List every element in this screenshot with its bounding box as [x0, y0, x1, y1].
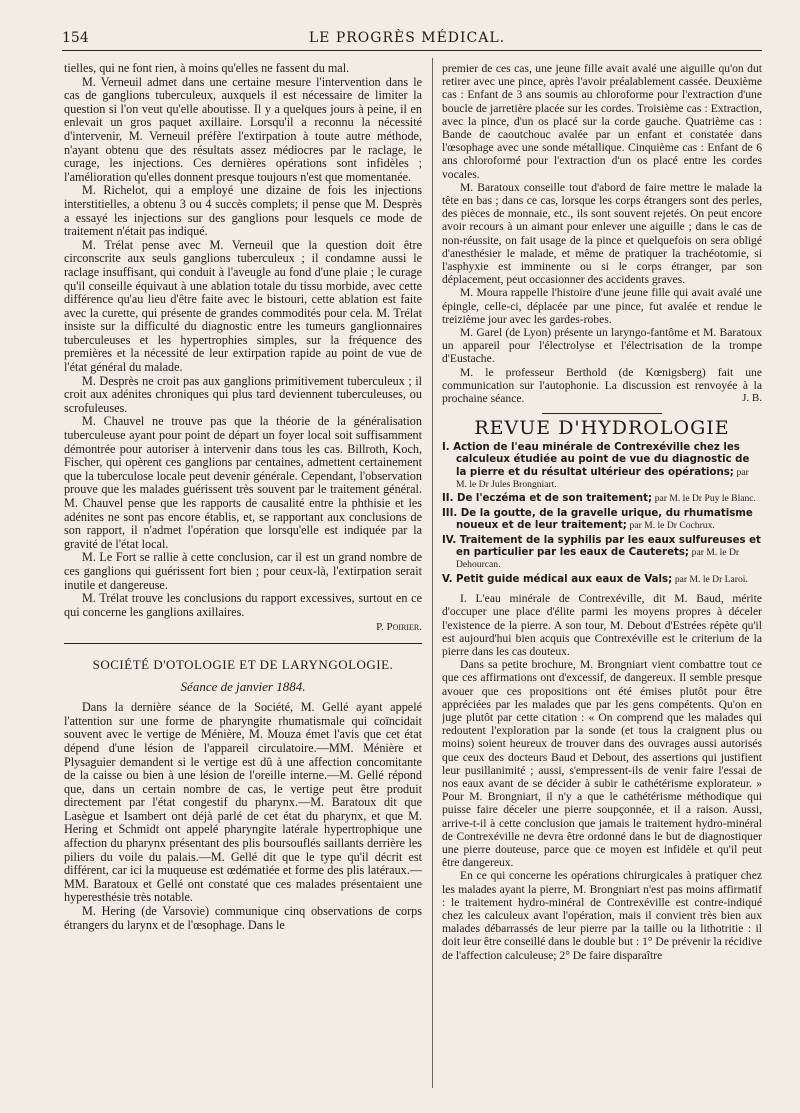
right-paragraph-berthold: M. le professeur Berthold (de Kœnigsberg) fait une communication sur l'autophonie. La discussion est renvoyée à la prochaine séance.	[442, 365, 762, 406]
toc-title: De l'eczéma et de son traitement;	[457, 493, 653, 505]
left-paragraph-chauvel: M. Chauvel ne trouve pas que la théorie de la généralisation tuberculeuse ayant pour point de départ un foyer local soit suffisamment démontrée pour autoriser à intervenir dans tous les cas. Billroth, Koch, Fischer, qui opèrent ces ganglions par centaines, admettent certainement que la tuberculose locale peut devenir générale. Cependant, l'observation prouve que les malades guérissent très souvent par le traitement général. M. Chauvel pense que les rapports de causalité entre la phthisie et les adénites ne sont pas encore établis, et, se rapportant aux conclusions de son rapport, il n'admet l'opération que lorsqu'elle est indiquée par la gravité de l'état local.	[64, 414, 422, 551]
right-paragraph-contrexeville: I. L'eau minérale de Contrexéville, dit M. Baud, mérite d'occuper une place d'élite parmi les moyens propres à déceler l'existence de la pierre. A son tour, M. Debout d'Estrées répète qu'il est aujourd'hui bien acquis que Contrexéville est le criterium de la pierre dans les cas douteux.	[442, 592, 762, 658]
running-head	[62, 30, 752, 48]
left-column	[64, 62, 422, 1092]
section-rule	[64, 643, 422, 644]
left-paragraph-hering: M. Hering (de Varsovie) communique cinq observations de corps étrangers du larynx et de l'œsophage. Dans le	[64, 904, 422, 932]
journal-title: LE PROGRÈS MÉDICAL.	[308, 30, 506, 46]
right-paragraph-brongniart: Dans sa petite brochure, M. Brongniart vient combattre tout ce que ces affirmations ont d'excessif, de dangereux. Il semble presque avouer que ces propositions ont été émises plutôt pour être appréciées par les malades que par les gens compétents. Qu'on en juge plutôt par cette citation : « On comprend que les malades qui redoutent l'exploration par la sonde (et tous la craignent plus ou moins) soient heureux de trouver dans des ouvrages aussi autorisés que ceux des docteurs Baud et Debout, des assertions qui justifient leur pusillanimité ; aussi, s'empressent-ils de venir faire l'essai de nos eaux avant de se décider à subir le cathétérisme explorateur. » Pour M. Brongniart, il n'y a que le cathétérisme méthodique qui puisse faire déceler une pierre soupçonnée, et il a raison. Aussi, arrive-t-il à cette conclusion que jamais le traitement hydro-minéral de Contrexéville ne devra être ordonné dans le but de diagnostiquer une pierre douteuse, parce que ce moyen est infidèle et qu'il peut être dangereux.	[442, 658, 762, 870]
signature-poirier: P. Poirier.	[376, 621, 422, 634]
toc-title: Action de l'eau minérale de Contrexéville chez les calculeux étudiée au point de vue du diagnostic de la pierre et du résultat ultérieur des opérations;	[453, 441, 750, 478]
left-paragraph-gelle: Dans la dernière séance de la Société, M. Gellé ayant appelé l'attention sur une forme de pharyngite rhumatismale qui coïncidait souvent avec le vertige de Ménière, M. Mouza émet l'avis que cet état dépend d'une lésion de l'appareil circulatoire.—MM. Ménière et Plysaguier demandent si le vertige est dû à une affection concomitante de la caisse ou bien à une lésion de l'oreille interne.—M. Gellé répond que, dans un certain nombre de cas, le vertige peut être produit directement par l'état congestif du pharynx.—M. Baratoux dit que Lasègue et Isambert ont déjà parlé de cet état du pharynx, et que M. Hering et Schmidt ont appelé pharyngite latérale hypertrophique une affection du pharynx présentant des plis boursouflés saillants derrière les piliers du voile du palais.—M. Gellé dit que le type qu'il décrit est différent, car ici la muqueuse est œdématiée et forme des plis latéraux.—MM. Baratoux et Gellé ont constaté que ces malades présentaient une hyperesthésie très notable.	[64, 700, 422, 905]
left-paragraph-lefort: M. Le Fort se rallie à cette conclusion, car il est un grand nombre de ces ganglions qui guérissent fort bien ; pour ceux-là, l'extirpation serait inutile et dangereuse.	[64, 550, 422, 592]
short-rule	[542, 413, 662, 414]
left-paragraph-trelat: M. Trélat pense avec M. Verneuil que la question doit être circonscrite aux seuls ganglions tuberculeux ; il condamne aussi le raclage insuffisant, qui conduit à l'aveugle au fond d'une plaie ; le curage qu'il conseille équivaut à une ablation totale du tissu morbide, avec cette différence qu'au lieu d'être faite avec le bistouri, cette ablation est faite avec la curette, qui présente de grandes commodités pour cela. M. Trélat insiste sur la difficulté du diagnostic entre les tumeurs ganglionnaires tuberculeuses et les hypertrophies simples, sur la fréquence des premières et la nécessité de leur extirpation rapide au point de vue de l'état général du malade.	[64, 237, 422, 375]
right-paragraph-operations: En ce qui concerne les opérations chirurgicales à pratiquer chez les malades ayant la pierre, M. Brongniart n'est pas moins affirmatif : le traitement hydro-minéral de Contrexéville est contre-indiqué chez les calculeux avant l'opération, mais il convient très bien aux malades débarrassés de leur pierre par la taille ou la lithotritie : il doit leur être conseillé dans le double but : 1° De prévenir la récidive de l'affection calculeuse; 2° De faire disparaître	[442, 869, 762, 962]
toc-item	[442, 535, 762, 572]
toc-author: par M. le Dr Laroi.	[674, 573, 748, 585]
session-title: Séance de janvier 1884.	[180, 678, 306, 694]
right-paragraph-baratoux: M. Baratoux conseille tout d'abord de faire mettre le malade la tête en bas ; dans ce cas, lorsque les corps étrangers sont des perles, des pièces de monnaie, etc., ils sont souvent rejetés. On peut encore avoir recours à un aimant pour enlever une aiguille ; dans le cas de non-réussite, on fait usage de la pince et quelquefois on sera obligé d'anesthésier le malade, et même de pratiquer la trachéotomie, si l'asphyxie est imminente ou si le corps étranger, par son déplacement, peut occasionner des accidents graves.	[442, 180, 762, 287]
toc-num: I.	[442, 441, 450, 453]
page-number: 154	[62, 30, 89, 46]
toc-author: par M. le Dr Cochrux.	[629, 520, 715, 532]
left-paragraph-richelot: M. Richelot, qui a employé une dizaine de fois les injections interstitielles, a obtenu 3 ou 4 succès complets; il pense que M. Desprès a essayé les injections sur des ganglions pour lesquels ce mode de traitement n'était pas indiqué.	[64, 183, 422, 239]
toc-title: Traitement de la syphilis par les eaux sulfureuses et en particulier par les eaux de Cauterets;	[456, 534, 761, 558]
toc-author: par M. le Dr Dehourcan.	[456, 546, 740, 571]
toc-num: IV.	[442, 534, 457, 546]
toc-title: Petit guide médical aux eaux de Vals;	[456, 573, 673, 585]
society-title: SOCIÉTÉ D'OTOLOGIE ET DE LARYNGOLOGIE.	[92, 656, 394, 672]
header-rule	[62, 50, 762, 51]
toc-author: par M. le Dr Jules Brongniart.	[456, 466, 749, 490]
toc-item	[442, 493, 762, 505]
left-paragraph-despres: M. Desprès ne croit pas aux ganglions primitivement tuberculeux ; il croit aux adénites chroniques qui plus tard deviennent tuberculeuses, ou scrofuleuses.	[64, 373, 422, 415]
left-paragraph-verneuil: M. Verneuil admet dans une certaine mesure l'intervention dans le cas de ganglions tuberculeux, auxquels il est nécessaire de limiter la question si l'on veut qu'elle aboutisse. Il y a quelques jours à peine, il en enlevait un gros paquet axillaire. Lorsqu'il a reconnu la nécessité d'intervenir, M. Verneuil préfère l'extirpation à toute autre méthode, n'ayant obtenu que des résultats assez médiocres par le raclage, le curage, les injections. Ces dernières opérations sont infidèles ; l'amélioration qu'elles donnent presque toujours n'est que momentanée.	[64, 74, 422, 184]
right-paragraph-moura: M. Moura rappelle l'histoire d'une jeune fille qui avait avalé une épingle, celle-ci, déplacée par une pince, fut avalée et rendue le treizième jour avec les gardes-robes.	[442, 286, 762, 326]
toc-author: par M. le Dr Puy le Blanc.	[654, 493, 756, 505]
toc-item	[442, 574, 762, 586]
revue-title: REVUE D'HYDROLOGIE	[474, 417, 730, 440]
toc-num: V.	[442, 573, 453, 585]
left-paragraph-trelat-2: M. Trélat trouve les conclusions du rapport excessives, surtout en ce qui concerne les ganglions axillaires.	[64, 591, 422, 619]
toc-item	[442, 508, 762, 533]
right-paragraph-garel: M. Garel (de Lyon) présente un laryngo-fantôme et M. Baratoux un appareil pour l'électrolyse et l'électrisation de la trompe d'Eustache.	[442, 326, 762, 366]
toc-num: III.	[442, 507, 458, 519]
toc-num: II.	[442, 493, 454, 505]
right-paragraph-1: premier de ces cas, une jeune fille avait avalé une aiguille qu'on dut retirer avec une pince, après l'avoir préalablement cassée. Deuxième cas : Enfant de 3 ans soumis au chloroforme pour l'extraction d'une boucle de jarretière placée sur les cordes. Troisième cas : Extraction, avec la pince, d'un os placé sur la corde gauche. Quatrième cas : Bande de caoutchouc avalée par un enfant et constatée dans l'œsophage avec une sonde métallique. Cinquième cas : Enfant de 6 ans chloroformé pour l'extraction d'un os placé entre les cordes vocales.	[442, 62, 762, 181]
toc-title: De la goutte, de la gravelle urique, du rhumatisme noueux et de leur traitement;	[456, 507, 753, 532]
toc-item	[442, 442, 762, 492]
right-column	[442, 62, 762, 1092]
column-divider	[432, 58, 433, 1088]
left-paragraph-1: tielles, qui ne font rien, à moins qu'elles ne fassent du mal.	[64, 62, 350, 75]
signature-jb: J. B.	[742, 392, 762, 405]
